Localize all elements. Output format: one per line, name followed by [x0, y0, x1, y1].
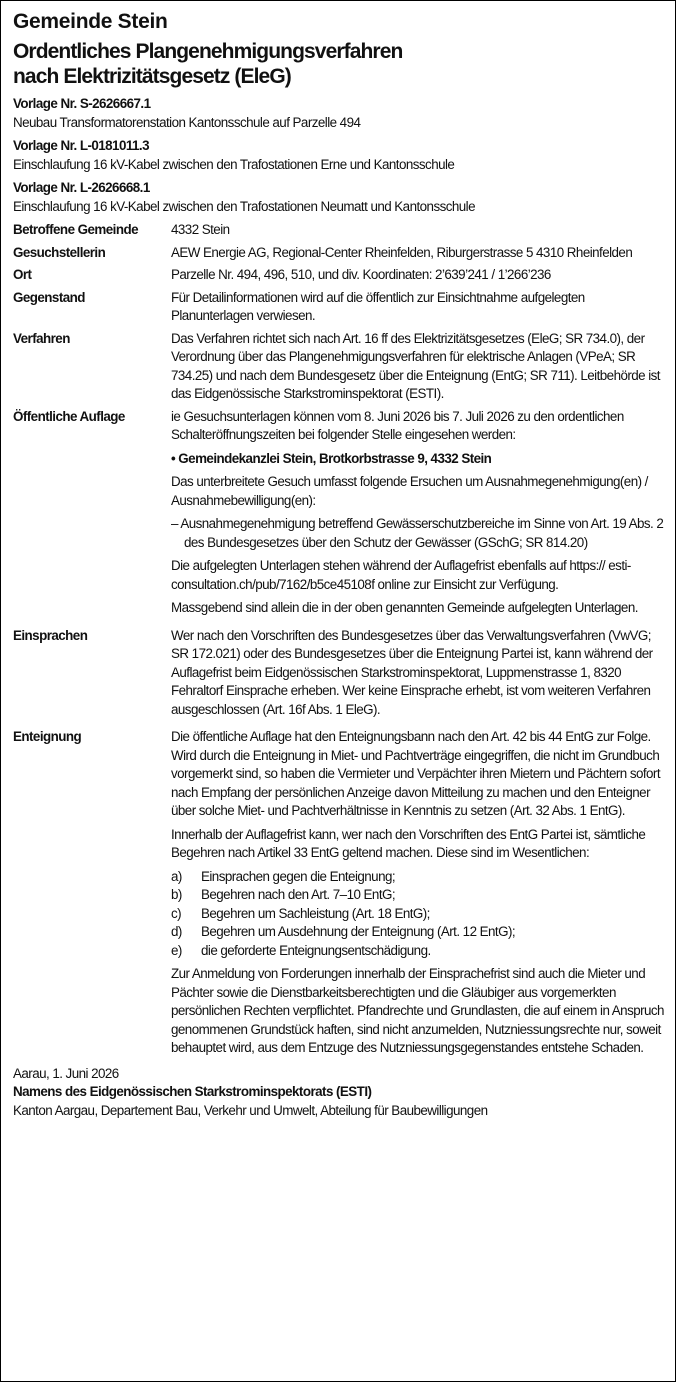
auflage-paragraph: Das unterbreitete Gesuch umfasst folgende Ersuchen um Ausnahmegenehmigung(en) / Ausnahmebewilligung(en): — [171, 474, 648, 508]
vorlage-1 — [13, 95, 665, 132]
enteignung-paragraph: Innerhalb der Auflagefrist kann, wer nach den Vorschriften des EntG Partei ist, sämtliche Begehren nach Artikel 33 EntG geltend machen. Diese sind im Wesentlichen: — [171, 826, 646, 860]
vorlage-3 — [13, 179, 665, 216]
field-value: Das Verfahren richtet sich nach Art. 16 ff des Elektrizitätsgesetzes (EleG; SR 734.0), der Verordnung über das Plangenehmigungsverfahren für elektrische Anlagen (VPeA; SR 734.25) und nach dem Bundesgesetz über die Enteignung (EntG; SR 711). Leitbehörde ist das Eidgenössische Starkstrominspektorat (ESTI). — [171, 330, 660, 401]
enteignung-list — [171, 868, 665, 961]
field-label: Gesuchstellerin — [13, 244, 106, 260]
list-item — [171, 923, 665, 942]
signature: Namens des Eidgenössischen Starkstrominspektorats (ESTI) — [13, 1084, 372, 1099]
list-letter: e) — [171, 942, 182, 958]
list-item — [171, 905, 665, 924]
field-value: Für Detailinformationen wird auf die öffentlich zur Einsichtnahme aufgelegten Planunterlagen verwiesen. — [171, 289, 585, 323]
list-letter: c) — [171, 905, 182, 921]
list-letter: d) — [171, 924, 182, 939]
enteignung-paragraph: Die öffentliche Auflage hat den Enteignungsbann nach den Art. 42 bis 44 EntG zur Folge. Wird durch die Enteignung in Miet- und Pachtverträge eingegriffen, die nicht im Grundbuch vorgemerkt sind, so haben die Vermieter und Verpächter ihren Mietern und Pächtern sofort nach Empfang der persönlichen Anzeige davon Mitteilung zu machen und den Enteigner über solche Miet- und Pachtverhältnisse in Kenntnis zu setzen (Art. 32 Abs. 1 EntG). — [171, 729, 661, 818]
field-label: Enteignung — [13, 729, 82, 744]
auflage-paragraph: Massgebend sind allein die in der oben genannten Gemeinde aufgelegten Unterlagen. — [171, 600, 638, 615]
field-value: Wer nach den Vorschriften des Bundesgesetzes über das Verwaltungsverfahren (VwVG; SR 172.021) oder des Bundesgesetzes über die Enteignung Partei ist, kann während der Auflagefrist beim Eidgenössischen Starkstrominspektorat, Luppmenstrasse 1, 8320 Fehraltorf Einsprache erheben. Wer keine Einsprache erhebt, ist vom weiteren Verfahren ausgeschlossen (Art. 16f Abs. 1 EleG). — [171, 627, 653, 717]
auflage-location: • Gemeindekanzlei Stein, Brotkorbstrasse 9, 4332 Stein — [171, 450, 492, 466]
row-einsprachen — [13, 627, 665, 725]
field-value: AEW Energie AG, Regional-Center Rheinfelden, Riburgerstrasse 5 4310 Rheinfelden — [171, 244, 633, 260]
field-label: Betroffene Gemeinde — [13, 222, 138, 237]
field-value: Parzelle Nr. 494, 496, 510, und div. Koordinaten: 2’639’241 / 1’266’236 — [171, 267, 551, 282]
field-label: Ort — [13, 267, 32, 282]
field-label: Verfahren — [13, 330, 70, 346]
page-title — [13, 39, 665, 89]
list-letter: a) — [171, 868, 182, 884]
auflage-paragraph: ie Gesuchsunterlagen können vom 8. Juni 2026 bis 7. Juli 2026 zu den ordentlichen Schalteröffnungszeiten bei folgender Stelle eingesehen werden: — [171, 408, 624, 442]
vorlage-number: Vorlage Nr. L-2626668.1 — [13, 180, 150, 195]
field-label: Öffentliche Auflage — [13, 408, 125, 424]
row-verfahren — [13, 330, 665, 404]
department: Kanton Aargau, Departement Bau, Verkehr und Umwelt, Abteilung für Baubewilligungen — [13, 1102, 488, 1118]
list-item — [171, 942, 665, 961]
field-value — [171, 728, 665, 1063]
row-gemeinde — [13, 221, 665, 240]
publication-date: Aarau, 1. Juni 2026 — [13, 1065, 119, 1081]
list-item — [171, 868, 665, 887]
row-enteignung — [13, 728, 665, 1063]
field-value: 4332 Stein — [171, 222, 230, 237]
list-letter: b) — [171, 887, 182, 902]
row-gesuchstellerin — [13, 244, 665, 263]
field-label: Gegenstand — [13, 289, 85, 305]
title-line-1: Ordentliches Plangenehmigungsverfahren — [13, 40, 403, 63]
list-text: Begehren um Sachleistung (Art. 18 EntG); — [201, 905, 430, 921]
list-text: Begehren nach den Art. 7–10 EntG; — [201, 887, 396, 902]
gemeinde-heading: Gemeinde Stein — [13, 10, 168, 33]
auflage-paragraph: Die aufgelegten Unterlagen stehen während der Auflagefrist ebenfalls auf https:// esti-consultation.ch/pub/7162/b5ce45108f online zur Einsicht zur Verfügung. — [171, 558, 631, 592]
field-label: Einsprachen — [13, 627, 88, 643]
row-auflage — [13, 408, 665, 623]
row-ort — [13, 266, 665, 285]
vorlage-number: Vorlage Nr. L-0181011.3 — [13, 138, 149, 153]
notice-body — [13, 95, 665, 1120]
vorlage-number: Vorlage Nr. S-2626667.1 — [13, 96, 151, 111]
vorlage-description: Einschlaufung 16 kV-Kabel zwischen den Trafostationen Erne und Kantonsschule — [13, 156, 455, 172]
list-text: Begehren um Ausdehnung der Enteignung (Art. 12 EntG); — [201, 924, 516, 939]
list-item — [171, 886, 665, 905]
enteignung-paragraph: Zur Anmeldung von Forderungen innerhalb der Einsprachefrist sind auch die Mieter und Pächter sowie die Dienstbarkeitsberechtigten und die Gläubiger aus vorgemerkten persönlichen Rechten verpflichtet. Pfandrechte und Grundlasten, die auf einem in Anspruch genommenen Grundstück haften, sind nicht anzumelden, Nutzniessungsrechte nur, soweit behauptet wird, aus dem Entzuge des Nutzniessungsgegenstandes entstehe Schaden. — [171, 966, 664, 1055]
title-line-2: nach Elektrizitätsgesetz (EleG) — [13, 65, 291, 88]
vorlage-description: Neubau Transformatorenstation Kantonsschule auf Parzelle 494 — [13, 114, 361, 130]
field-value — [171, 408, 665, 623]
list-text: die geforderte Enteignungsentschädigung. — [201, 942, 431, 958]
vorlage-2 — [13, 137, 665, 174]
list-text: Einsprachen gegen die Enteignung; — [201, 868, 396, 884]
row-gegenstand — [13, 289, 665, 326]
auflage-exception: – Ausnahmegenehmigung betreffend Gewässerschutzbereiche im Sinne von Art. 19 Abs. 2 des Bundesgesetzes über den Schutz der Gewässer (GSchG; SR 814.20) — [171, 516, 664, 550]
vorlage-description: Einschlaufung 16 kV-Kabel zwischen den Trafostationen Neumatt und Kantonsschule — [13, 198, 475, 214]
